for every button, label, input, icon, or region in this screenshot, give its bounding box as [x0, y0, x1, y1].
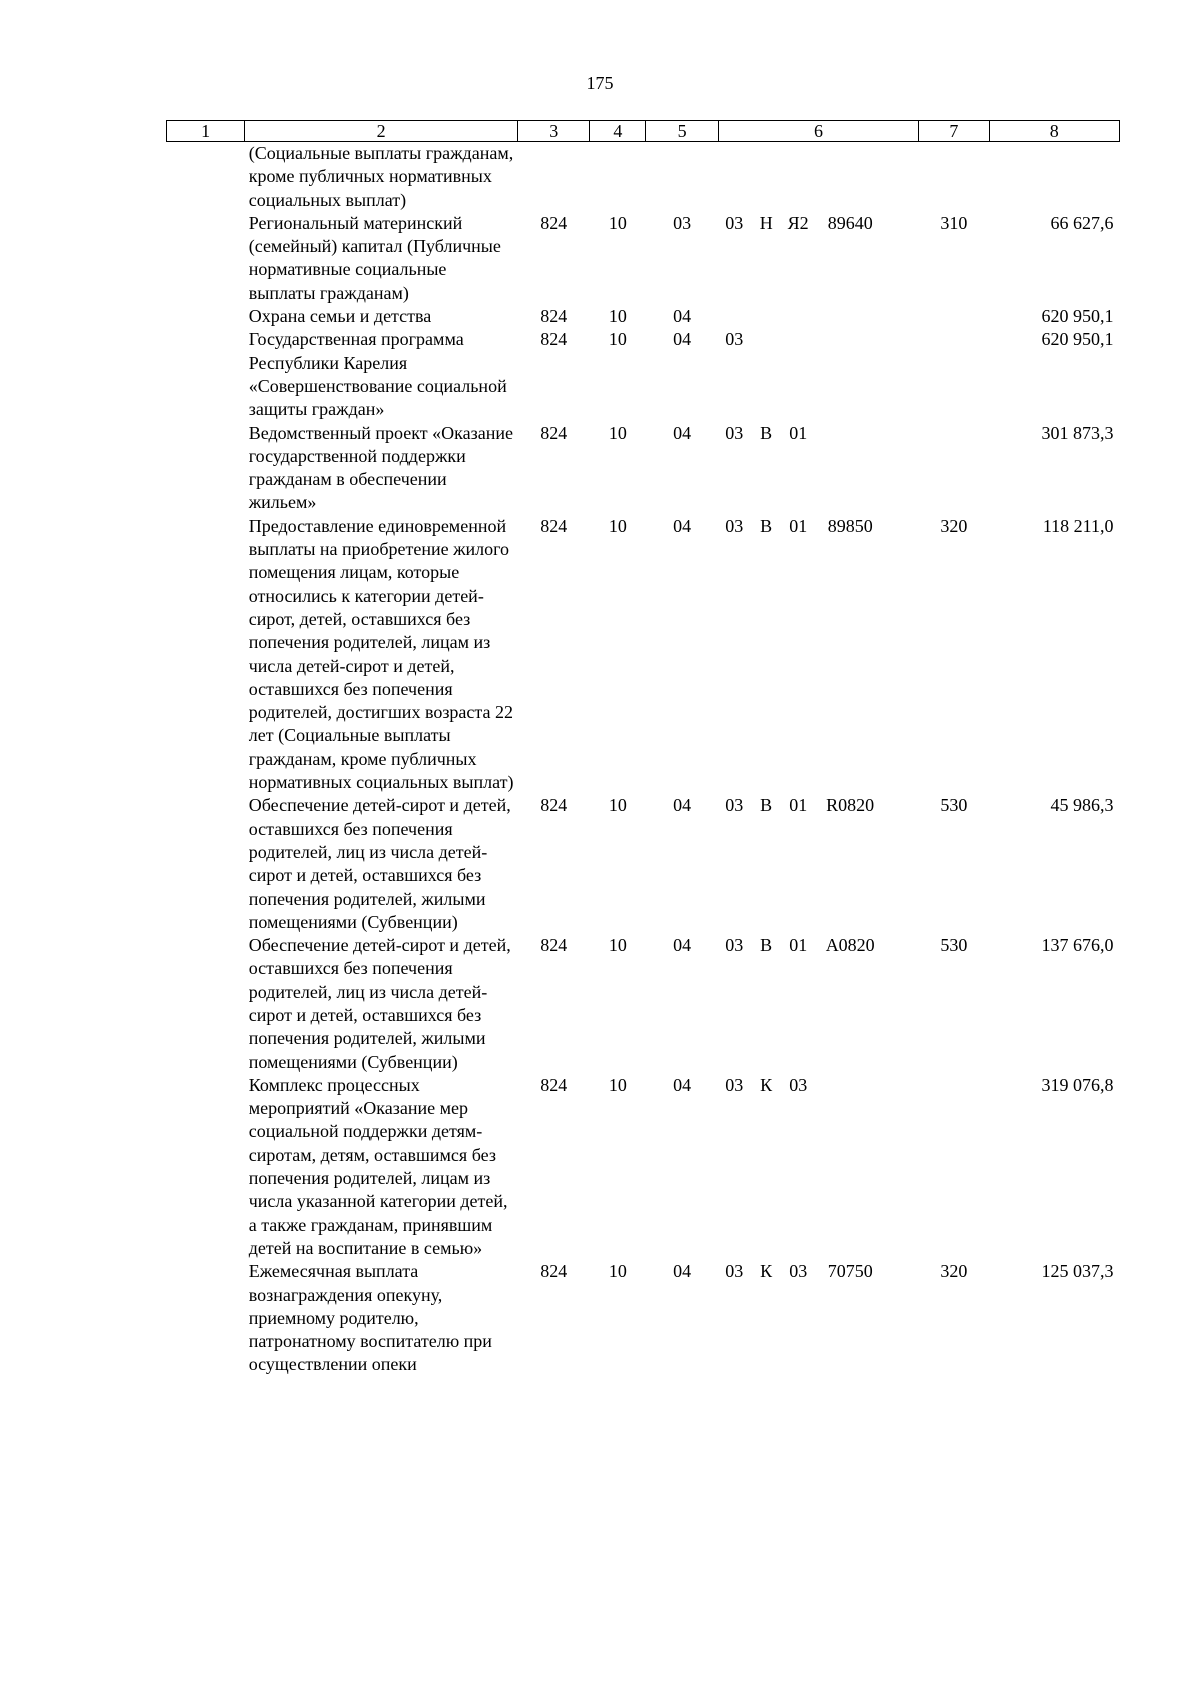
cell-admin-code: 824	[540, 1261, 568, 1282]
header-col-2: 2	[245, 121, 518, 142]
cell-col-1	[167, 794, 245, 934]
cell-amount: 66 627,6	[1050, 212, 1114, 233]
target-program-code: 03	[725, 935, 744, 956]
cell-amount: 118 211,0	[1042, 515, 1114, 536]
target-direction-code	[814, 328, 886, 351]
cell-amount: 319 076,8	[1041, 1074, 1114, 1095]
table-row	[167, 212, 1120, 305]
header-row	[167, 121, 1120, 142]
cell-target-article	[718, 328, 919, 421]
cell-subsection: 03	[673, 212, 692, 233]
header-col-4: 4	[590, 121, 646, 142]
target-direction-code: 89850	[827, 515, 873, 536]
cell-name: Ежемесячная выплата вознаграждения опекуну, приемному родителю, патронатному воспитателю при осуществлении опеки	[248, 1261, 492, 1375]
cell-expense-type	[919, 142, 989, 212]
table-row	[167, 305, 1120, 328]
target-type-code: К	[760, 1074, 773, 1095]
cell-col-1	[167, 328, 245, 421]
cell-subsection: 04	[673, 515, 692, 536]
table-row	[167, 934, 1120, 1074]
cell-expense-type: 320	[940, 515, 968, 536]
target-project-code: 03	[789, 1261, 808, 1282]
cell-section: 10	[608, 515, 627, 536]
header-col-3: 3	[518, 121, 590, 142]
cell-subsection: 04	[673, 1074, 692, 1095]
cell-admin-code: 824	[540, 515, 568, 536]
cell-expense-type	[919, 328, 989, 421]
cell-name: Предоставление единовременной выплаты на приобретение жилого помещения лицам, которые относились к категории детей-сирот, детей, оставшихся без попечения родителей, лицам из числа детей-сирот и детей, оставшихся без попечения родителей, достигших возраста 22 лет (Социальные выплаты гражданам, кроме публичных нормативных социальных выплат)	[248, 515, 514, 793]
target-program-code: 03	[725, 795, 744, 816]
cell-amount: 137 676,0	[1041, 935, 1114, 956]
cell-admin-code: 824	[540, 935, 568, 956]
target-direction-code: 89640	[827, 212, 873, 233]
cell-expense-type: 530	[940, 935, 968, 956]
cell-admin-code: 824	[540, 422, 568, 443]
cell-subsection: 04	[673, 795, 692, 816]
cell-admin-code: 824	[540, 795, 568, 816]
table-row	[167, 422, 1120, 515]
cell-subsection: 04	[673, 935, 692, 956]
target-program-code: 03	[725, 1074, 744, 1095]
target-type-code: В	[760, 515, 773, 536]
target-article-parts	[718, 934, 919, 957]
target-type-code: В	[760, 422, 773, 443]
target-program-code: 03	[725, 422, 744, 443]
cell-name: (Социальные выплаты гражданам, кроме публичных нормативных социальных выплат)	[248, 143, 514, 210]
target-direction-code	[814, 1074, 886, 1097]
cell-target-article	[718, 305, 919, 328]
cell-col-1	[167, 422, 245, 515]
cell-target-article	[718, 515, 919, 795]
target-project-code: 03	[789, 1074, 808, 1095]
target-project-code: 01	[789, 515, 808, 536]
cell-subsection: 04	[673, 1261, 692, 1282]
cell-name: Охрана семьи и детства	[248, 306, 432, 327]
cell-section: 10	[608, 1261, 627, 1282]
cell-section: 10	[608, 795, 627, 816]
target-direction-code: 70750	[827, 1261, 873, 1282]
cell-section: 10	[608, 212, 627, 233]
table-row	[167, 515, 1120, 795]
target-direction-code	[814, 422, 886, 445]
cell-section: 10	[608, 935, 627, 956]
cell-expense-type: 530	[940, 795, 968, 816]
cell-subsection	[646, 142, 718, 212]
target-article-parts	[718, 515, 919, 538]
cell-col-1	[167, 305, 245, 328]
target-direction-code: R0820	[826, 795, 875, 816]
target-project-code: Я2	[787, 212, 809, 233]
target-program-code: 03	[725, 515, 744, 536]
cell-name: Государственная программа Республики Карелия «Совершенствование социальной защиты граждан»	[248, 329, 507, 420]
target-project-code	[782, 328, 814, 351]
target-direction-code: А0820	[825, 935, 875, 956]
cell-col-1	[167, 1260, 245, 1376]
budget-table	[166, 120, 1120, 1377]
target-program-code: 03	[725, 1261, 744, 1282]
cell-amount: 125 037,3	[1041, 1261, 1114, 1282]
cell-target-article	[718, 422, 919, 515]
cell-section	[590, 142, 646, 212]
cell-section: 10	[608, 329, 627, 350]
target-article-parts	[718, 422, 919, 445]
header-col-8: 8	[989, 121, 1119, 142]
target-article-parts	[718, 1074, 919, 1097]
header-col-6: 6	[718, 121, 919, 142]
target-type-code: Н	[759, 212, 773, 233]
table-row	[167, 1074, 1120, 1260]
target-program-code: 03	[725, 212, 744, 233]
cell-section: 10	[608, 422, 627, 443]
target-type-code	[750, 328, 782, 351]
cell-subsection: 04	[673, 306, 692, 327]
target-article-parts	[718, 1260, 919, 1283]
cell-subsection: 04	[673, 329, 692, 350]
cell-name: Ведомственный проект «Оказание государственной поддержки гражданам в обеспечении жильем»	[248, 422, 513, 513]
cell-col-1	[167, 212, 245, 305]
target-article-parts	[718, 794, 919, 817]
table-row	[167, 794, 1120, 934]
cell-expense-type	[919, 305, 989, 328]
cell-subsection: 04	[673, 422, 692, 443]
cell-col-1	[167, 1074, 245, 1260]
table-row	[167, 328, 1120, 421]
cell-admin-code: 824	[540, 329, 568, 350]
table-row	[167, 1260, 1120, 1376]
cell-col-1	[167, 142, 245, 212]
target-project-code: 01	[789, 795, 808, 816]
table-body	[167, 142, 1120, 1377]
cell-amount	[989, 142, 1119, 212]
target-article-parts	[718, 328, 919, 351]
header-col-5: 5	[646, 121, 718, 142]
cell-admin-code: 824	[540, 212, 568, 233]
cell-expense-type: 320	[940, 1261, 968, 1282]
cell-name: Обеспечение детей-сирот и детей, оставшихся без попечения родителей, лиц из числа детей-сирот и детей, оставшихся без попечения родителей, жилыми помещениями (Субвенции)	[248, 935, 511, 1072]
cell-target-article	[718, 212, 919, 305]
target-project-code: 01	[789, 935, 808, 956]
target-type-code: В	[760, 935, 773, 956]
cell-target-article	[718, 142, 919, 212]
cell-target-article	[718, 794, 919, 934]
cell-target-article	[718, 1260, 919, 1376]
cell-target-article	[718, 1074, 919, 1260]
page-number: 175	[586, 73, 614, 93]
cell-amount: 620 950,1	[1041, 329, 1114, 350]
cell-col-1	[167, 515, 245, 795]
cell-admin-code: 824	[540, 306, 568, 327]
cell-section: 10	[608, 306, 627, 327]
header-col-7: 7	[919, 121, 989, 142]
cell-target-article	[718, 934, 919, 1074]
table-row	[167, 142, 1120, 212]
target-program-code: 03	[725, 329, 744, 350]
cell-name: Комплекс процессных мероприятий «Оказание мер социальной поддержки детям-сиротам, детям, оставшимся без попечения родителей, лицам из числа указанной категории детей, а также гражданам, принявшим детей на воспитание в семью»	[248, 1074, 508, 1258]
cell-amount: 45 986,3	[1050, 795, 1114, 816]
cell-name: Обеспечение детей-сирот и детей, оставшихся без попечения родителей, лиц из числа детей-сирот и детей, оставшихся без попечения родителей, жилыми помещениями (Субвенции)	[248, 795, 511, 932]
cell-expense-type	[919, 1074, 989, 1260]
target-project-code: 01	[789, 422, 808, 443]
cell-name: Региональный материнский (семейный) капитал (Публичные нормативные социальные выплаты гражданам)	[248, 212, 501, 303]
cell-expense-type	[919, 422, 989, 515]
target-type-code: К	[760, 1261, 773, 1282]
cell-admin-code: 824	[540, 1074, 568, 1095]
cell-expense-type: 310	[940, 212, 968, 233]
header-col-1: 1	[167, 121, 245, 142]
cell-col-1	[167, 934, 245, 1074]
target-article-parts	[718, 212, 919, 235]
cell-section: 10	[608, 1074, 627, 1095]
cell-amount: 620 950,1	[1041, 306, 1114, 327]
target-type-code: В	[760, 795, 773, 816]
cell-amount: 301 873,3	[1041, 422, 1114, 443]
cell-admin-code	[518, 142, 590, 212]
